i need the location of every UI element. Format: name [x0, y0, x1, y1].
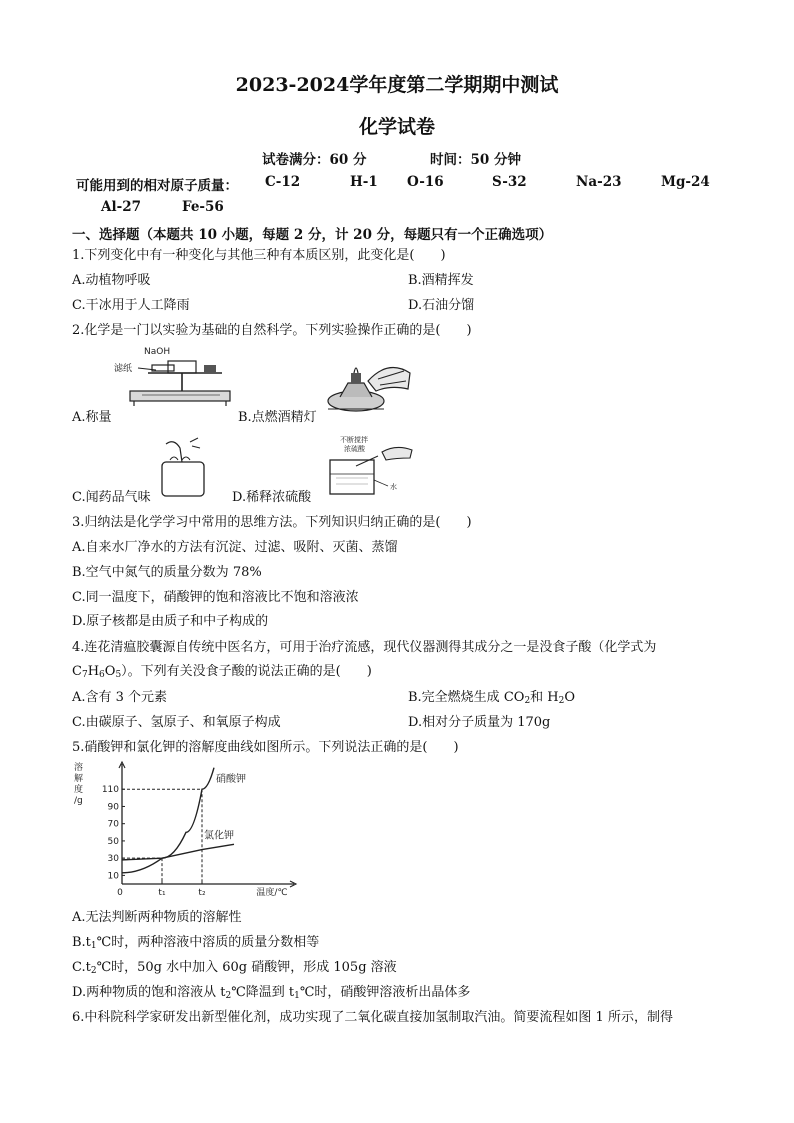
- atomic-mass-fe: Fe-56: [182, 199, 224, 215]
- q3-option-d: D.原子核都是由质子和中子构成的: [72, 614, 269, 629]
- x-axis-label: 温度/℃: [256, 888, 288, 898]
- x-tick-label: t₂: [198, 888, 206, 898]
- exam-subtitle: 化学试卷: [358, 116, 435, 138]
- y-axis-label-char: /g: [74, 796, 83, 806]
- y-tick-label: 50: [107, 836, 119, 847]
- acid-label: 浓硫酸: [344, 445, 365, 453]
- dilute-acid-image: [326, 434, 426, 498]
- exam-title: 2023-2024学年度第二学期期中测试: [235, 74, 559, 96]
- q3-option-c: C.同一温度下，硝酸钾的饱和溶液比不饱和溶液浓: [72, 590, 359, 605]
- q2-option-a: A.称量: [72, 410, 112, 425]
- q1-option-d: D.石油分馏: [408, 298, 475, 313]
- q3-option-b: B.空气中氮气的质量分数为 78%: [72, 565, 262, 580]
- kno3-label: 硝酸钾: [216, 774, 246, 785]
- y-axis-label-char: 溶: [74, 763, 84, 773]
- q5-option-b: $B.t_1℃$时，两种溶液中溶质的质量分数相等: [72, 935, 320, 951]
- q6-stem: 6.中科院科学家研发出新型催化剂，成功实现了二氧化碳直接加氢制取汽油。简要流程如图 1 所示，制得: [72, 1010, 673, 1025]
- smell-image: [152, 436, 212, 498]
- y-tick-label: 10: [107, 871, 119, 882]
- atomic-mass-na: Na-23: [576, 174, 622, 190]
- q4-option-c: C.由碳原子、氢原子、和氧原子构成: [72, 715, 281, 730]
- q3-stem: 3.归纳法是化学学习中常用的思维方法。下列知识归纳正确的是( ): [72, 515, 472, 530]
- atomic-mass-mg: Mg-24: [661, 174, 710, 190]
- q5-stem: 5.硝酸钾和氯化钾的溶解度曲线如图所示。下列说法正确的是( ): [72, 740, 459, 755]
- y-tick-label: 90: [107, 802, 119, 813]
- section-heading: 一、选择题（本题共 10 小题，每题 2 分，计 20 分，每题只有一个正确选项）: [72, 227, 553, 243]
- q5-option-a: A.无法判断两种物质的溶解性: [72, 910, 242, 925]
- q2-option-d: D.稀释浓硫酸: [232, 490, 312, 505]
- q1-stem: 1.下列变化中有一种变化与其他三种有本质区别，此变化是( ): [72, 248, 446, 263]
- q1-option-b: B.酒精挥发: [408, 273, 474, 288]
- atomic-mass-al: Al-27: [101, 199, 141, 215]
- y-axis-label-char: 度: [74, 785, 84, 795]
- q1-option-c: C.干冰用于人工降雨: [72, 298, 190, 313]
- q2-stem: 2.化学是一门以实验为基础的自然科学。下列实验操作正确的是( ): [72, 323, 472, 338]
- x-tick-label: 0: [117, 888, 123, 898]
- filter-paper-label: 滤纸: [114, 364, 133, 374]
- q4-stem-line1: 4.连花清瘟胶囊源自传统中医名方，可用于治疗流感，现代仪器测得其成分之一是没食子酸（化学式为: [72, 640, 657, 655]
- water-label: 水: [390, 483, 397, 491]
- x-tick-label: t₁: [158, 888, 166, 898]
- alcohol-lamp-image: [318, 353, 414, 415]
- q5-option-d: D.两种物质的饱和溶液从 $t_2℃$降温到 $t_1℃$时，硝酸钾溶液析出晶体多: [72, 985, 471, 1001]
- q2-option-b: B.点燃酒精灯: [238, 410, 317, 425]
- y-tick-label: 110: [101, 785, 119, 796]
- stir-label: 不断搅拌: [340, 436, 368, 444]
- atomic-mass-label: 可能用到的相对原子质量：: [76, 178, 238, 194]
- balance-image: [112, 343, 234, 409]
- q5-option-c: $C.t_2℃$时，50g 水中加入 60g 硝酸钾，形成 105g 溶液: [72, 960, 397, 976]
- naoh-label: NaOH: [144, 347, 171, 357]
- q4-option-b: B.完全燃烧生成 $CO_2$和 $H_2O$: [408, 690, 576, 706]
- atomic-mass-h: H-1: [350, 174, 378, 190]
- q3-option-a: A.自来水厂净水的方法有沉淀、过滤、吸附、灭菌、蒸馏: [72, 540, 398, 555]
- time-label: 时间：50 分钟: [430, 152, 521, 168]
- y-tick-label: 30: [107, 854, 119, 865]
- q2-option-c: C.闻药品气味: [72, 490, 151, 505]
- y-axis-label-char: 解: [74, 774, 84, 784]
- y-tick-label: 70: [107, 819, 119, 830]
- score-label: 试卷满分：60 分: [262, 152, 367, 168]
- q1-option-a: A.动植物呼吸: [72, 273, 151, 288]
- solubility-chart: [72, 760, 304, 900]
- kcl-label: 氯化钾: [204, 830, 234, 842]
- q4-option-a: A.含有 3 个元素: [72, 690, 168, 705]
- atomic-mass-s: S-32: [492, 174, 527, 190]
- atomic-mass-c: C-12: [265, 174, 301, 190]
- q4-option-d: D.相对分子质量为 170g: [408, 715, 551, 730]
- atomic-mass-o: O-16: [407, 174, 444, 190]
- q4-stem-line2: $C_7H_6O_5$）。下列有关没食子酸的说法正确的是( ): [72, 664, 372, 680]
